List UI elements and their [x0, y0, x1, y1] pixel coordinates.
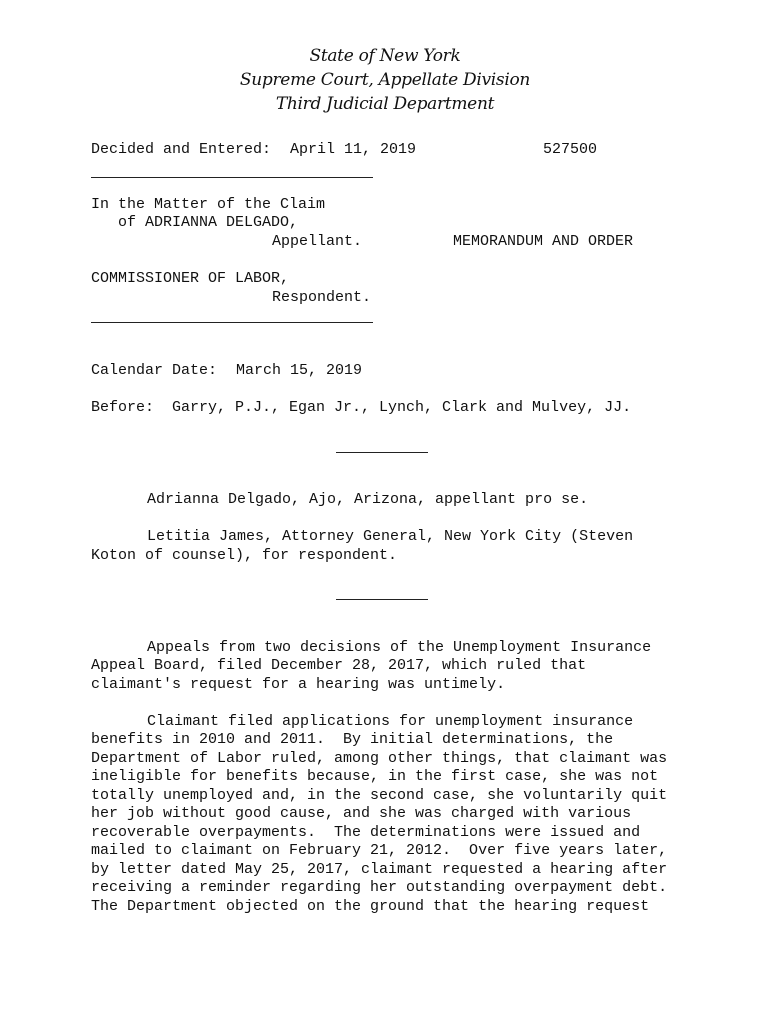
respondent-counsel-line-2: Koton of counsel), for respondent. [91, 547, 398, 564]
body-p2-line-4: ineligible for benefits because, in the first case, she was not [91, 768, 659, 785]
body-p2-line-9: by letter dated May 25, 2017, claimant requested a hearing after [91, 861, 668, 878]
body-p2-line-10: receiving a reminder regarding her outstanding overpayment debt. [91, 879, 668, 896]
calendar-date: March 15, 2019 [236, 362, 363, 379]
body-p2-line-6: her job without good cause, and she was charged with various [91, 805, 632, 822]
body-p2-line-2: benefits in 2010 and 2011. By initial determinations, the [91, 731, 614, 748]
caption-line-2: of ADRIANNA DELGADO, [118, 214, 299, 231]
body-p1-line-1: Appeals from two decisions of the Unemployment Insurance [147, 639, 652, 656]
body-p2-line-5: totally unemployed and, in the second case, she voluntarily quit [91, 787, 668, 804]
caption-rule-top [91, 177, 373, 178]
docket-number: 527500 [543, 141, 598, 158]
court-name: Supreme Court, Appellate Division [239, 70, 531, 90]
body-p2-line-3: Department of Labor ruled, among other things, that claimant was [91, 750, 668, 767]
before-label: Before: [91, 399, 155, 416]
document-type: MEMORANDUM AND ORDER [453, 233, 634, 250]
body-p2-line-8: mailed to claimant on February 21, 2012. Over five years later, [91, 842, 668, 859]
caption-rule-bottom [91, 322, 373, 323]
body-p1-line-3: claimant's request for a hearing was untimely. [91, 676, 506, 693]
decided-label: Decided and Entered: [91, 141, 272, 158]
appellant-role: Appellant. [272, 233, 363, 250]
body-p2-line-11: The Department objected on the ground that the hearing request [91, 898, 650, 915]
body-p1-line-2: Appeal Board, filed December 28, 2017, which ruled that [91, 657, 587, 674]
body-p2-line-1: Claimant filed applications for unemployment insurance [147, 713, 634, 730]
respondent-counsel-line-1: Letitia James, Attorney General, New York City (Steven [147, 528, 634, 545]
appellant-counsel: Adrianna Delgado, Ajo, Arizona, appellant pro se. [147, 491, 589, 508]
court-state: State of New York [309, 46, 461, 66]
court-department: Third Judicial Department [275, 94, 495, 114]
respondent-role: Respondent. [272, 289, 372, 306]
calendar-label: Calendar Date: [91, 362, 218, 379]
respondent-name: COMMISSIONER OF LABOR, [91, 270, 290, 287]
caption-line-1: In the Matter of the Claim [91, 196, 326, 213]
separator-rule-1 [336, 452, 428, 453]
justices: Garry, P.J., Egan Jr., Lynch, Clark and Mulvey, JJ. [172, 399, 632, 416]
separator-rule-2 [336, 599, 428, 600]
body-p2-line-7: recoverable overpayments. The determinations were issued and [91, 824, 641, 841]
decided-date: April 11, 2019 [290, 141, 417, 158]
